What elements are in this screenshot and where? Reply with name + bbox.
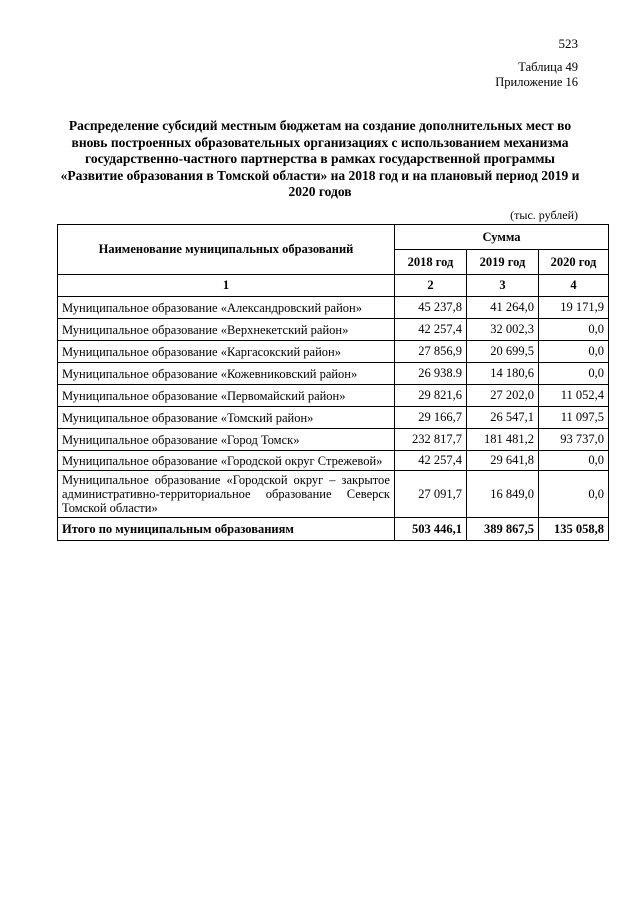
- table-row: [58, 429, 609, 451]
- value-2020: 0,0: [539, 471, 609, 518]
- value-2019: 26 547,1: [467, 407, 539, 429]
- total-2019: 389 867,5: [467, 518, 539, 541]
- table-row: [58, 363, 609, 385]
- header-sum: Сумма: [395, 225, 609, 250]
- table-row: [58, 385, 609, 407]
- total-2018: 503 446,1: [395, 518, 467, 541]
- municipality-name: Муниципальное образование «Александровский район»: [58, 297, 395, 319]
- appendix-number: Приложение 16: [495, 75, 578, 89]
- table-row: [58, 407, 609, 429]
- header-municipality-name: Наименование муниципальных образований: [58, 225, 395, 275]
- value-2018: 45 237,8: [395, 297, 467, 319]
- table-row: [58, 471, 609, 518]
- value-2019: 181 481,2: [467, 429, 539, 451]
- table-row: [58, 297, 609, 319]
- municipality-name: Муниципальное образование «Город Томск»: [58, 429, 395, 451]
- value-2020: 93 737,0: [539, 429, 609, 451]
- value-2019: 27 202,0: [467, 385, 539, 407]
- value-2020: 19 171,9: [539, 297, 609, 319]
- value-2018: 42 257,4: [395, 319, 467, 341]
- column-number: 4: [539, 275, 609, 297]
- municipality-name: Муниципальное образование «Городской округ – закрытое административно-территориальное образование Северск Томской области»: [58, 471, 395, 518]
- municipality-name: Муниципальное образование «Кожевниковский район»: [58, 363, 395, 385]
- document-title: Распределение субсидий местным бюджетам на создание дополнительных мест во вновь построенных образовательных организациях с использованием механизма государственно-частного партнерства в рамках государственной программы «Развитие образования в Томской области» на 2018 год и на плановый период 2019 и 2020 годов: [60, 118, 580, 199]
- table-reference: [495, 60, 578, 90]
- value-2020: 0,0: [539, 451, 609, 471]
- municipality-name: Муниципальное образование «Каргасокский район»: [58, 341, 395, 363]
- page-number: 523: [558, 36, 578, 51]
- table-row: [58, 451, 609, 471]
- header-year-2018: 2018 год: [395, 250, 467, 275]
- total-label: Итого по муниципальным образованиям: [58, 518, 395, 541]
- column-number-row: [58, 275, 609, 297]
- table-row: [58, 319, 609, 341]
- value-2018: 29 166,7: [395, 407, 467, 429]
- value-2020: 11 052,4: [539, 385, 609, 407]
- value-2018: 27 856,9: [395, 341, 467, 363]
- municipality-name: Муниципальное образование «Верхнекетский район»: [58, 319, 395, 341]
- units-label: (тыс. рублей): [510, 208, 578, 222]
- value-2019: 16 849,0: [467, 471, 539, 518]
- value-2019: 14 180,6: [467, 363, 539, 385]
- municipality-name: Муниципальное образование «Первомайский район»: [58, 385, 395, 407]
- column-number: 1: [58, 275, 395, 297]
- column-number: 3: [467, 275, 539, 297]
- value-2020: 0,0: [539, 341, 609, 363]
- subsidy-table: [57, 224, 609, 541]
- value-2019: 20 699,5: [467, 341, 539, 363]
- municipality-name: Муниципальное образование «Городской округ Стрежевой»: [58, 451, 395, 471]
- table-number: Таблица 49: [518, 60, 578, 74]
- value-2020: 0,0: [539, 319, 609, 341]
- value-2018: 26 938.9: [395, 363, 467, 385]
- header-year-2019: 2019 год: [467, 250, 539, 275]
- total-row: [58, 518, 609, 541]
- value-2018: 42 257,4: [395, 451, 467, 471]
- value-2019: 32 002,3: [467, 319, 539, 341]
- value-2018: 29 821,6: [395, 385, 467, 407]
- value-2018: 27 091,7: [395, 471, 467, 518]
- total-2020: 135 058,8: [539, 518, 609, 541]
- value-2019: 29 641,8: [467, 451, 539, 471]
- municipality-name: Муниципальное образование «Томский район»: [58, 407, 395, 429]
- value-2018: 232 817,7: [395, 429, 467, 451]
- value-2020: 11 097,5: [539, 407, 609, 429]
- value-2020: 0,0: [539, 363, 609, 385]
- column-number: 2: [395, 275, 467, 297]
- value-2019: 41 264,0: [467, 297, 539, 319]
- table-row: [58, 341, 609, 363]
- header-year-2020: 2020 год: [539, 250, 609, 275]
